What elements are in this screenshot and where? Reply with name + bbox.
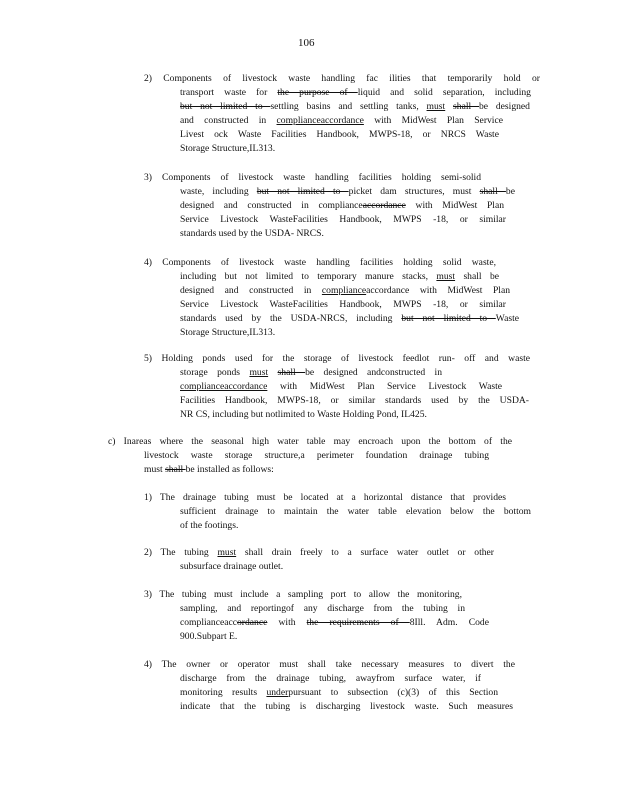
item-2-line [180, 100, 530, 114]
text-run: NR CS, including but notlimited to Waste Holding Pond, IL425. [180, 409, 427, 420]
text-run: shall be [455, 271, 499, 282]
text-run: must [144, 464, 166, 475]
item-2-line [180, 86, 531, 100]
text-run: 4) Components of livestock waste handling facilities holding solid waste, [144, 257, 496, 268]
item-c-line [144, 463, 344, 477]
item-5-line [180, 380, 502, 394]
text-run: subsurface drainage outlet. [180, 561, 284, 572]
item-4-line [180, 284, 510, 298]
text-run: Livest ock Waste Facilities Handbook, MWPS-18, or NRCS Waste [180, 129, 499, 140]
item-5-line [180, 394, 529, 408]
item-c3-line [180, 602, 465, 616]
text-run: be [505, 186, 515, 197]
text-run: storage ponds [180, 367, 250, 378]
item-c3-line [144, 588, 462, 602]
item-5 [144, 352, 530, 422]
text-run: be designed andconstructed in [305, 367, 443, 378]
text-run: sufficient drainage to maintain the water table elevation below the bottom [180, 506, 531, 517]
item-2-line [180, 142, 480, 156]
text-run: accordance with MidWest Plan [366, 285, 510, 296]
text-run: shall drain freely to a surface water outlet or other [236, 547, 494, 558]
item-2-line [180, 114, 503, 128]
item-c-line [144, 449, 489, 463]
text-run: with [267, 617, 307, 628]
deleted-text: shall [453, 101, 479, 112]
item-c2-line [144, 546, 494, 560]
text-run: Facilities Handbook, MWPS-18, or similar standards used by the USDA- [180, 395, 529, 406]
text-run: sampling, and reportingof any discharge from the tubing in [180, 603, 465, 614]
text-run: with MidWest Plan Service [363, 115, 503, 126]
inserted-text: complianceaccordance [180, 381, 268, 392]
text-run: 1) The drainage tubing must be located at a horizontal distance that provides [144, 492, 506, 503]
item-c1 [144, 491, 531, 533]
inserted-text: must [436, 271, 456, 282]
item-c3-line [180, 616, 489, 630]
deleted-text: shall [277, 367, 306, 378]
item-2-line [180, 128, 499, 142]
item-2 [144, 72, 540, 156]
text-run: Service Livestock WasteFacilities Handbook, MWPS -18, or similar [180, 214, 506, 225]
item-3 [144, 171, 515, 241]
item-5-line [180, 408, 500, 422]
item-c4-line [180, 700, 513, 714]
text-run: complianceacc [180, 617, 237, 628]
item-4 [144, 256, 519, 340]
item-4-line [180, 298, 506, 312]
text-run: 900.Subpart E. [180, 631, 238, 642]
text-run: settling basins and settling tanks, [270, 101, 427, 112]
item-5-line [180, 366, 442, 380]
page-number: 106 [298, 37, 315, 49]
text-run: standards used by the USDA- NRCS. [180, 228, 324, 239]
item-c4-line [144, 658, 515, 672]
inserted-text: must [249, 367, 269, 378]
text-run: Service Livestock WasteFacilities Handbook, MWPS -18, or similar [180, 299, 506, 310]
text-run: including but not limited to temporary manure stacks, [180, 271, 437, 282]
item-3-line [180, 185, 515, 199]
item-3-line [144, 171, 481, 185]
text-run: c) Inareas where the seasonal high water table may encroach upon the bottom of the [108, 436, 512, 447]
text-run: be designed [479, 101, 530, 112]
text-run: 3) Components of livestock waste handling facilities holding semi-solid [144, 172, 481, 183]
text-run: Waste [495, 313, 519, 324]
text-run: shall take necessary measures to divert the [307, 659, 515, 670]
text-run: picket dam structures, must [348, 186, 480, 197]
text-run: with MidWest Plan Service Livestock Waste [267, 381, 502, 392]
item-c3-line [180, 630, 380, 644]
text-run: livestock waste storage structure,a perimeter foundation drainage tubing [144, 450, 489, 461]
item-4-line [180, 270, 499, 284]
text-run: liquid and solid separation, including [357, 87, 531, 98]
item-4-line [180, 312, 519, 326]
text-run: and constructed in [180, 115, 277, 126]
inserted-text: must [426, 101, 446, 112]
inserted-text: under [266, 687, 289, 698]
deleted-text: the requirements of [306, 617, 410, 628]
item-3-line [180, 227, 480, 241]
text-run: indicate that the tubing is discharging livestock waste. Such measures [180, 701, 513, 712]
item-c1-line [144, 491, 506, 505]
text-run: pursuant to subsection (c)(3) of this Section [288, 687, 498, 698]
text-run: Storage Structure,IL313. [180, 143, 276, 154]
text-run: waste, including [180, 186, 257, 197]
item-2-line [144, 72, 540, 86]
item-5-line [144, 352, 530, 366]
item-c2-line [180, 560, 430, 574]
deleted-text: the purpose of [277, 87, 358, 98]
item-c4-line [180, 672, 481, 686]
text-run: 3) The tubing must include a sampling port to allow the monitoring, [144, 589, 462, 600]
item-4-line [180, 326, 480, 340]
item-c2 [144, 546, 494, 574]
item-c4-line [180, 686, 498, 700]
deleted-text: but not limited to [401, 313, 496, 324]
text-run [445, 101, 453, 112]
text-run: monitoring results [180, 687, 267, 698]
text-run [268, 367, 277, 378]
text-run: 2) Components of livestock waste handling fac ilities that temporarily hold or [144, 73, 540, 84]
text-run: 5) Holding ponds used for the storage of livestock feedlot run- off and waste [144, 353, 530, 364]
item-c-line [108, 435, 512, 449]
item-c4 [144, 658, 515, 714]
text-run: discharge from the drainage tubing, awayfrom surface water, if [180, 673, 481, 684]
inserted-text: complianceaccordance [276, 115, 364, 126]
item-3-line [180, 213, 506, 227]
deleted-text: but not limited to [180, 101, 271, 112]
text-run: designed and constructed in [180, 285, 322, 296]
item-4-line [144, 256, 496, 270]
item-c1-line [180, 505, 531, 519]
text-run: Storage Structure,IL313. [180, 327, 276, 338]
text-run: 4) The owner or operator must [144, 659, 308, 670]
text-run: standards used by the USDA-NRCS, including [180, 313, 402, 324]
text-run: of the footings. [180, 520, 239, 531]
inserted-text: must [217, 547, 237, 558]
item-3-line [180, 199, 504, 213]
deleted-text: shall [165, 464, 186, 475]
item-c1-line [180, 519, 380, 533]
inserted-text: compliance [321, 285, 367, 296]
deleted-text: accordance [362, 200, 406, 211]
item-c [108, 435, 512, 477]
text-run: 2) The tubing [144, 547, 218, 558]
text-run: be installed as follows: [185, 464, 274, 475]
item-c3 [144, 588, 489, 644]
deleted-text: but not limited to [256, 186, 349, 197]
deleted-text: ordance [237, 617, 268, 628]
deleted-text: shall [479, 186, 506, 197]
text-run: transport waste for [180, 87, 278, 98]
text-run: 8Ill. Adm. Code [409, 617, 489, 628]
text-run: designed and constructed in compliance [180, 200, 363, 211]
text-run: with MidWest Plan [405, 200, 504, 211]
